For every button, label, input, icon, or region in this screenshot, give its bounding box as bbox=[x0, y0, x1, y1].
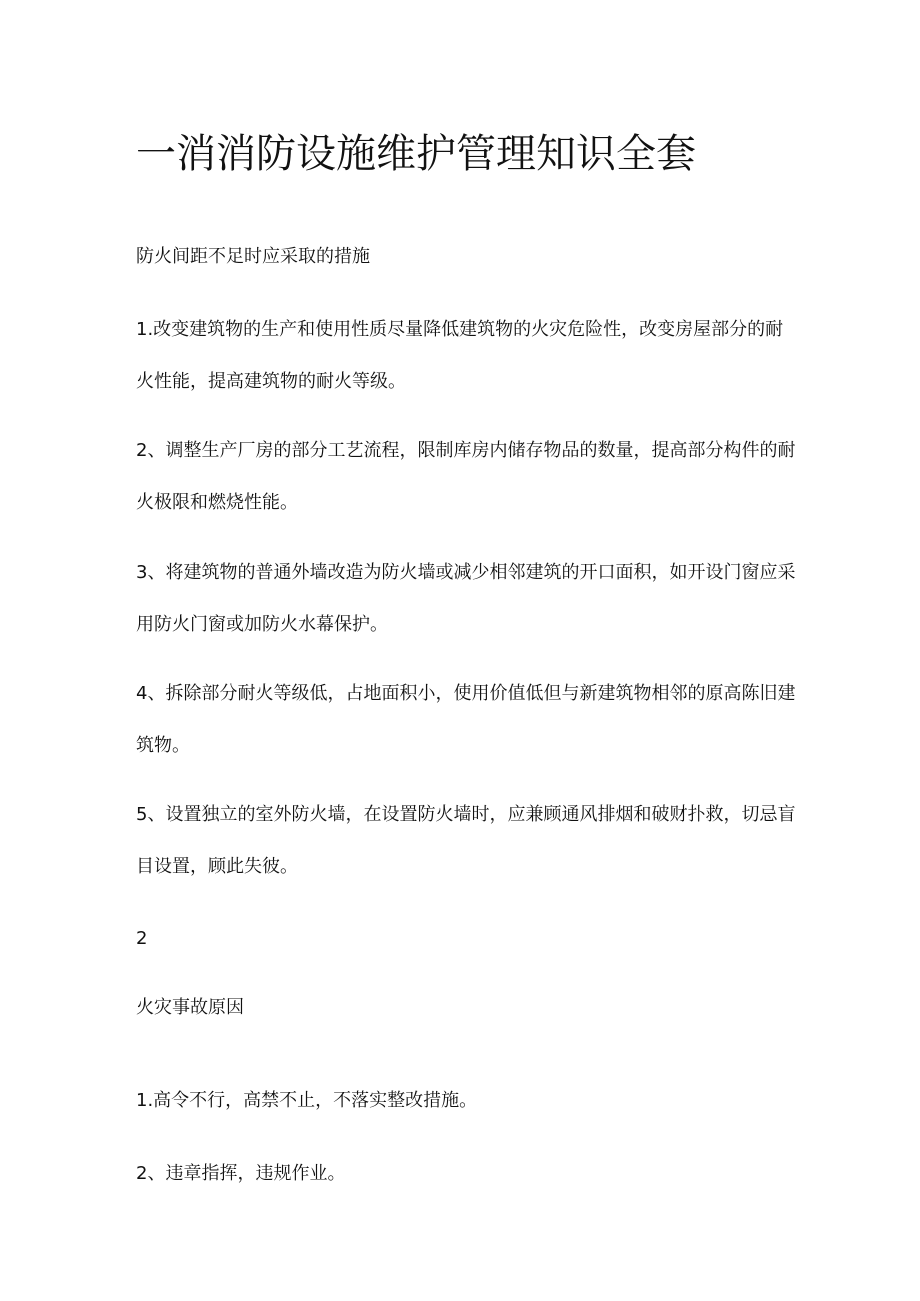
section-heading-fire-spacing: 防火间距不足时应采取的措施 bbox=[136, 246, 370, 267]
list-item: 2、调整生产厂房的部分工艺流程，限制库房内储存物品的数量，提高部分构件的耐火极限和燃烧性能。 bbox=[136, 440, 796, 513]
list-item: 2、违章指挥，违规作业。 bbox=[136, 1163, 346, 1184]
list-item: 3、将建筑物的普通外墙改造为防火墙或减少相邻建筑的开口面积，如开设门窗应采用防火门窗或加防火水幕保护。 bbox=[136, 562, 796, 635]
list-item: 4、拆除部分耐火等级低，占地面积小，使用价值低但与新建筑物相邻的原高陈旧建筑物。 bbox=[136, 683, 796, 756]
document-title: 一消消防设施维护管理知识全套 bbox=[136, 131, 696, 177]
list-item: 5、设置独立的室外防火墙，在设置防火墙时，应兼顾通风排烟和破财扑救，切忌盲目设置，顾此失彼。 bbox=[136, 804, 796, 877]
section-number: 2 bbox=[136, 928, 148, 949]
list-item: 1.改变建筑物的生产和使用性质尽量降低建筑物的火灾危险性，改变房屋部分的耐火性能，提高建筑物的耐火等级。 bbox=[136, 319, 784, 392]
section-heading-fire-causes: 火灾事故原因 bbox=[136, 997, 244, 1018]
list-item: 1.高令不行，高禁不止，不落实整改措施。 bbox=[136, 1090, 478, 1111]
